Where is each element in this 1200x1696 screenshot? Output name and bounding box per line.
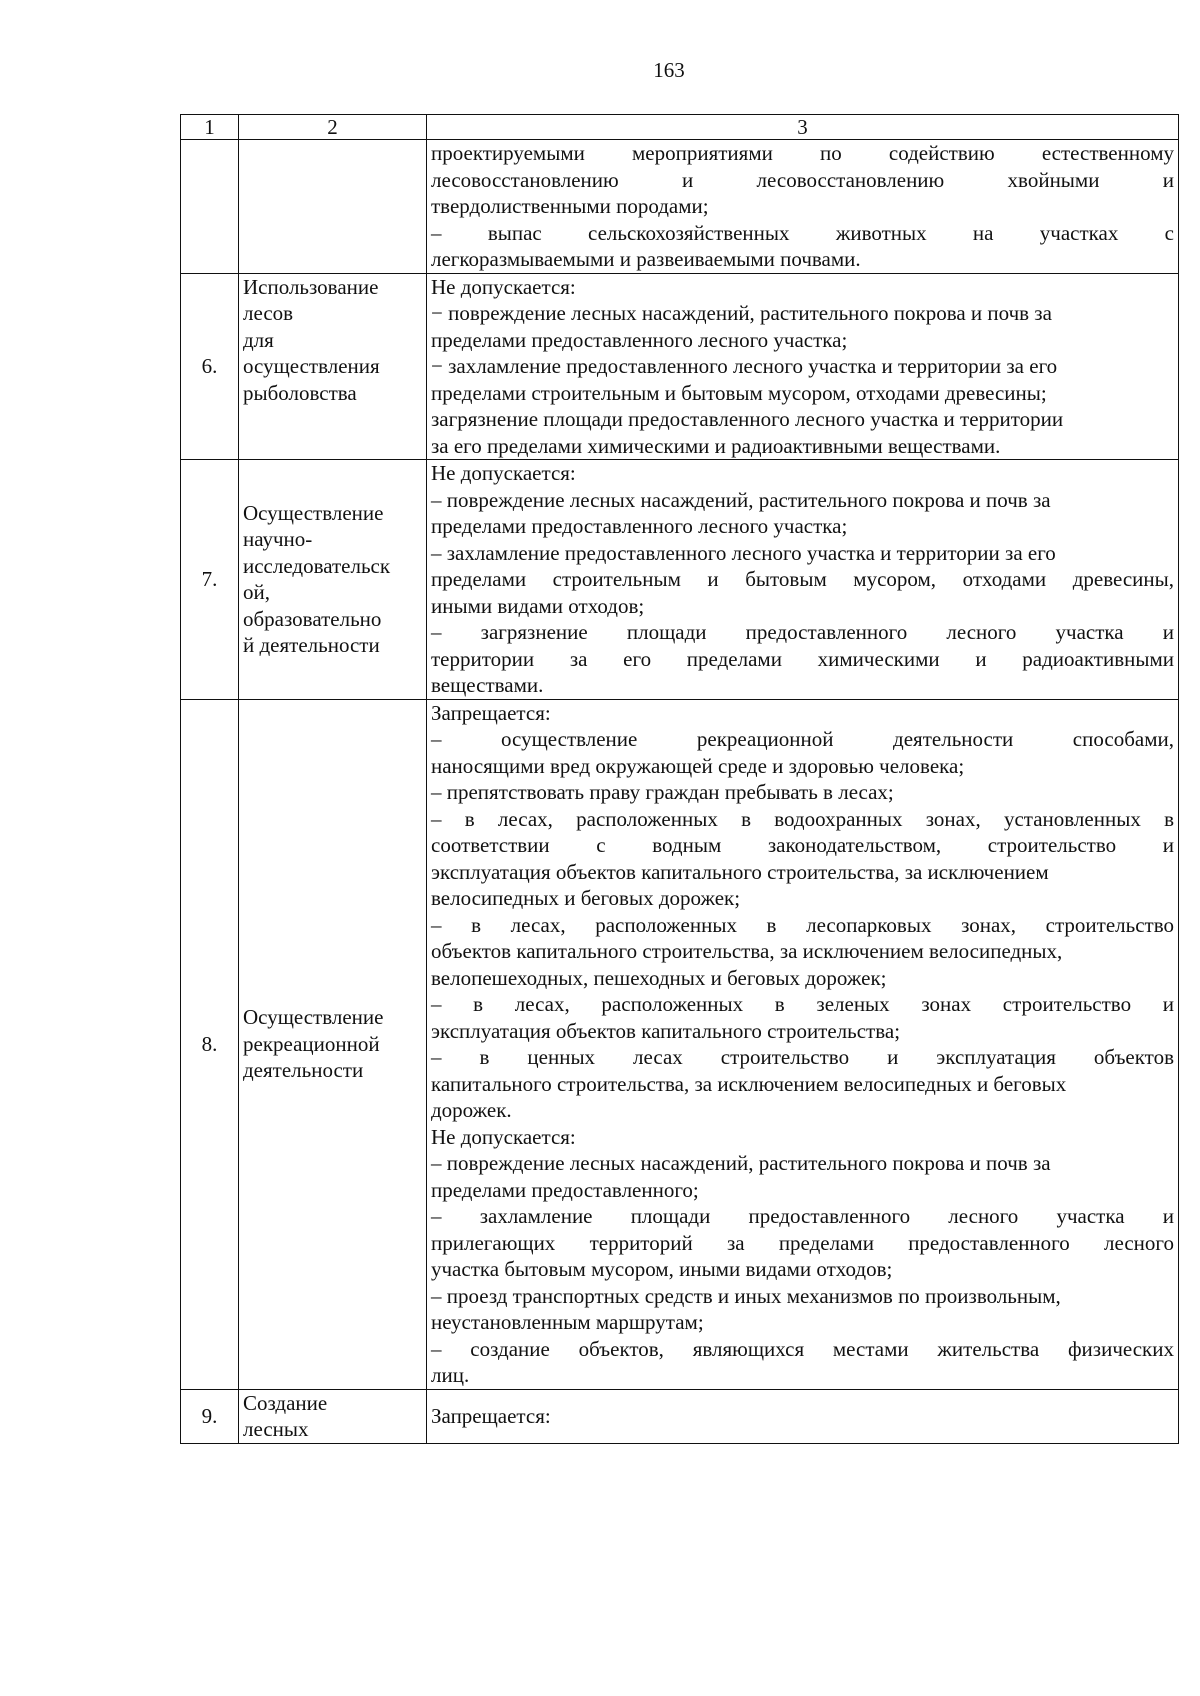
requirement-line: дорожек. xyxy=(431,1098,512,1122)
activity-line: Использование xyxy=(243,274,379,299)
requirement-line: – захламление площади предоставленного лесного участка и xyxy=(431,1204,1174,1228)
requirement-line: − захламление предоставленного лесного участка и территории за его xyxy=(431,354,1058,378)
requirements-cell xyxy=(427,460,1179,700)
activity-line: научно- xyxy=(243,527,313,552)
row-number: 9. xyxy=(181,1389,239,1443)
header-col-2: 2 xyxy=(239,115,427,140)
requirement-line: пределами предоставленного лесного участка; xyxy=(431,327,848,352)
activity-line: рыболовства xyxy=(243,380,357,405)
activity-line: й деятельности xyxy=(243,633,380,658)
activity-line: деятельности xyxy=(243,1058,364,1083)
requirement-line: загрязнение площади предоставленного лесного участка и территории xyxy=(431,407,1064,431)
requirement-line: соответствии с водным законодательством, строительство и xyxy=(431,833,1174,857)
requirement-line: Запрещается: xyxy=(431,700,551,725)
requirement-line: пределами строительным и бытовым мусором, отходами древесины; xyxy=(431,380,1047,405)
table-row-continuation xyxy=(181,140,1179,274)
requirement-line: веществами. xyxy=(431,673,544,697)
activity-cell xyxy=(239,273,427,460)
requirement-line: – в лесах, расположенных в лесопарковых зонах, строительство xyxy=(431,912,1174,937)
requirements-cell xyxy=(427,273,1179,460)
requirement-line: капитального строительства, за исключением велосипедных и беговых xyxy=(431,1071,1067,1096)
requirement-line: территории за его пределами химическими и радиоактивными xyxy=(431,646,1174,671)
requirement-line: – препятствовать праву граждан пребывать в лесах; xyxy=(431,780,894,804)
requirement-line: прилегающих территорий за пределами предоставленного лесного xyxy=(431,1230,1174,1255)
activity-cell xyxy=(239,140,427,274)
activity-line: ой, xyxy=(243,580,270,605)
requirement-line: иными видами отходов; xyxy=(431,593,645,618)
requirements-cell xyxy=(427,1389,1179,1443)
activity-line: для xyxy=(243,327,274,352)
requirement-line: – осуществление рекреационной деятельности способами, xyxy=(431,727,1174,751)
requirement-line: велопешеходных, пешеходных и беговых дорожек; xyxy=(431,965,887,990)
requirement-line: проектируемыми мероприятиями по содействию естественному xyxy=(431,141,1174,165)
page-number: 163 xyxy=(653,58,685,82)
activity-line: Осуществление xyxy=(243,1005,384,1030)
activity-line: Создание xyxy=(243,1390,328,1415)
activity-line: осуществления xyxy=(243,354,380,378)
requirement-line: лесовосстановлению и лесовосстановлению хвойными и xyxy=(431,167,1174,192)
requirement-line: за его пределами химическими и радиоактивными веществами. xyxy=(431,433,1001,458)
requirement-line: – захламление предоставленного лесного участка и территории за его xyxy=(431,540,1056,565)
requirement-line: − повреждение лесных насаждений, растительного покрова и почв за xyxy=(431,301,1052,325)
table-row xyxy=(181,699,1179,1389)
requirement-line: – в лесах, расположенных в водоохранных зонах, установленных в xyxy=(431,806,1174,831)
requirement-line: наносящими вред окружающей среде и здоровью человека; xyxy=(431,753,965,778)
requirement-line: неустановленным маршрутам; xyxy=(431,1310,704,1334)
header-col-3: 3 xyxy=(427,115,1179,140)
header-col-1: 1 xyxy=(181,115,239,140)
activity-cell xyxy=(239,699,427,1389)
requirement-line: – повреждение лесных насаждений, растительного покрова и почв за xyxy=(431,1151,1051,1175)
requirement-line: – в ценных лесах строительство и эксплуатация объектов xyxy=(431,1045,1174,1069)
requirement-line: – проезд транспортных средств и иных механизмов по произвольным, xyxy=(431,1283,1061,1308)
requirement-line: участка бытовым мусором, иными видами отходов; xyxy=(431,1257,893,1281)
requirement-line: пределами предоставленного лесного участка; xyxy=(431,514,848,538)
requirement-line: Не допускается: xyxy=(431,1124,576,1149)
row-number: 8. xyxy=(181,699,239,1389)
activity-line: лесных xyxy=(243,1417,309,1441)
table-row xyxy=(181,273,1179,460)
table-header-row xyxy=(181,115,1179,140)
requirement-line: Не допускается: xyxy=(431,274,576,299)
requirement-line: – загрязнение площади предоставленного лесного участка и xyxy=(431,620,1174,644)
activity-line: исследовательск xyxy=(243,553,391,578)
activity-cell xyxy=(239,460,427,700)
requirement-line: пределами строительным и бытовым мусором, отходами древесины, xyxy=(431,567,1174,591)
requirement-line: – выпас сельскохозяйственных животных на участках с xyxy=(431,220,1174,245)
requirement-line: Не допускается: xyxy=(431,461,576,485)
row-number: 6. xyxy=(181,273,239,460)
requirement-line: эксплуатация объектов капитального строительства; xyxy=(431,1018,901,1043)
activity-cell xyxy=(239,1389,427,1443)
activity-line: Осуществление xyxy=(243,500,384,525)
restrictions-table xyxy=(180,114,1179,1444)
table-row xyxy=(181,1389,1179,1443)
activity-line: образовательно xyxy=(243,606,382,631)
row-number: 7. xyxy=(181,460,239,700)
requirement-line: – в лесах, расположенных в зеленых зонах строительство и xyxy=(431,992,1174,1016)
requirements-cell xyxy=(427,699,1179,1389)
table-row xyxy=(181,460,1179,700)
requirements-cell xyxy=(427,140,1179,274)
requirement-line: лиц. xyxy=(431,1363,470,1387)
activity-line: лесов xyxy=(243,301,294,325)
requirement-line: твердолиственными породами; xyxy=(431,194,709,218)
requirement-line: – повреждение лесных насаждений, растительного покрова и почв за xyxy=(431,487,1051,512)
requirement-line: легкоразмываемыми и развеиваемыми почвами. xyxy=(431,247,861,271)
activity-line: рекреационной xyxy=(243,1031,380,1056)
requirement-line: велосипедных и беговых дорожек; xyxy=(431,886,741,910)
requirement-line: Запрещается: xyxy=(431,1403,551,1428)
requirement-line: – создание объектов, являющихся местами жительства физических xyxy=(431,1336,1174,1361)
requirement-line: эксплуатация объектов капитального строительства, за исключением xyxy=(431,859,1049,884)
row-number-cell xyxy=(181,140,239,274)
requirement-line: пределами предоставленного; xyxy=(431,1177,699,1202)
requirement-line: объектов капитального строительства, за исключением велосипедных, xyxy=(431,939,1063,963)
